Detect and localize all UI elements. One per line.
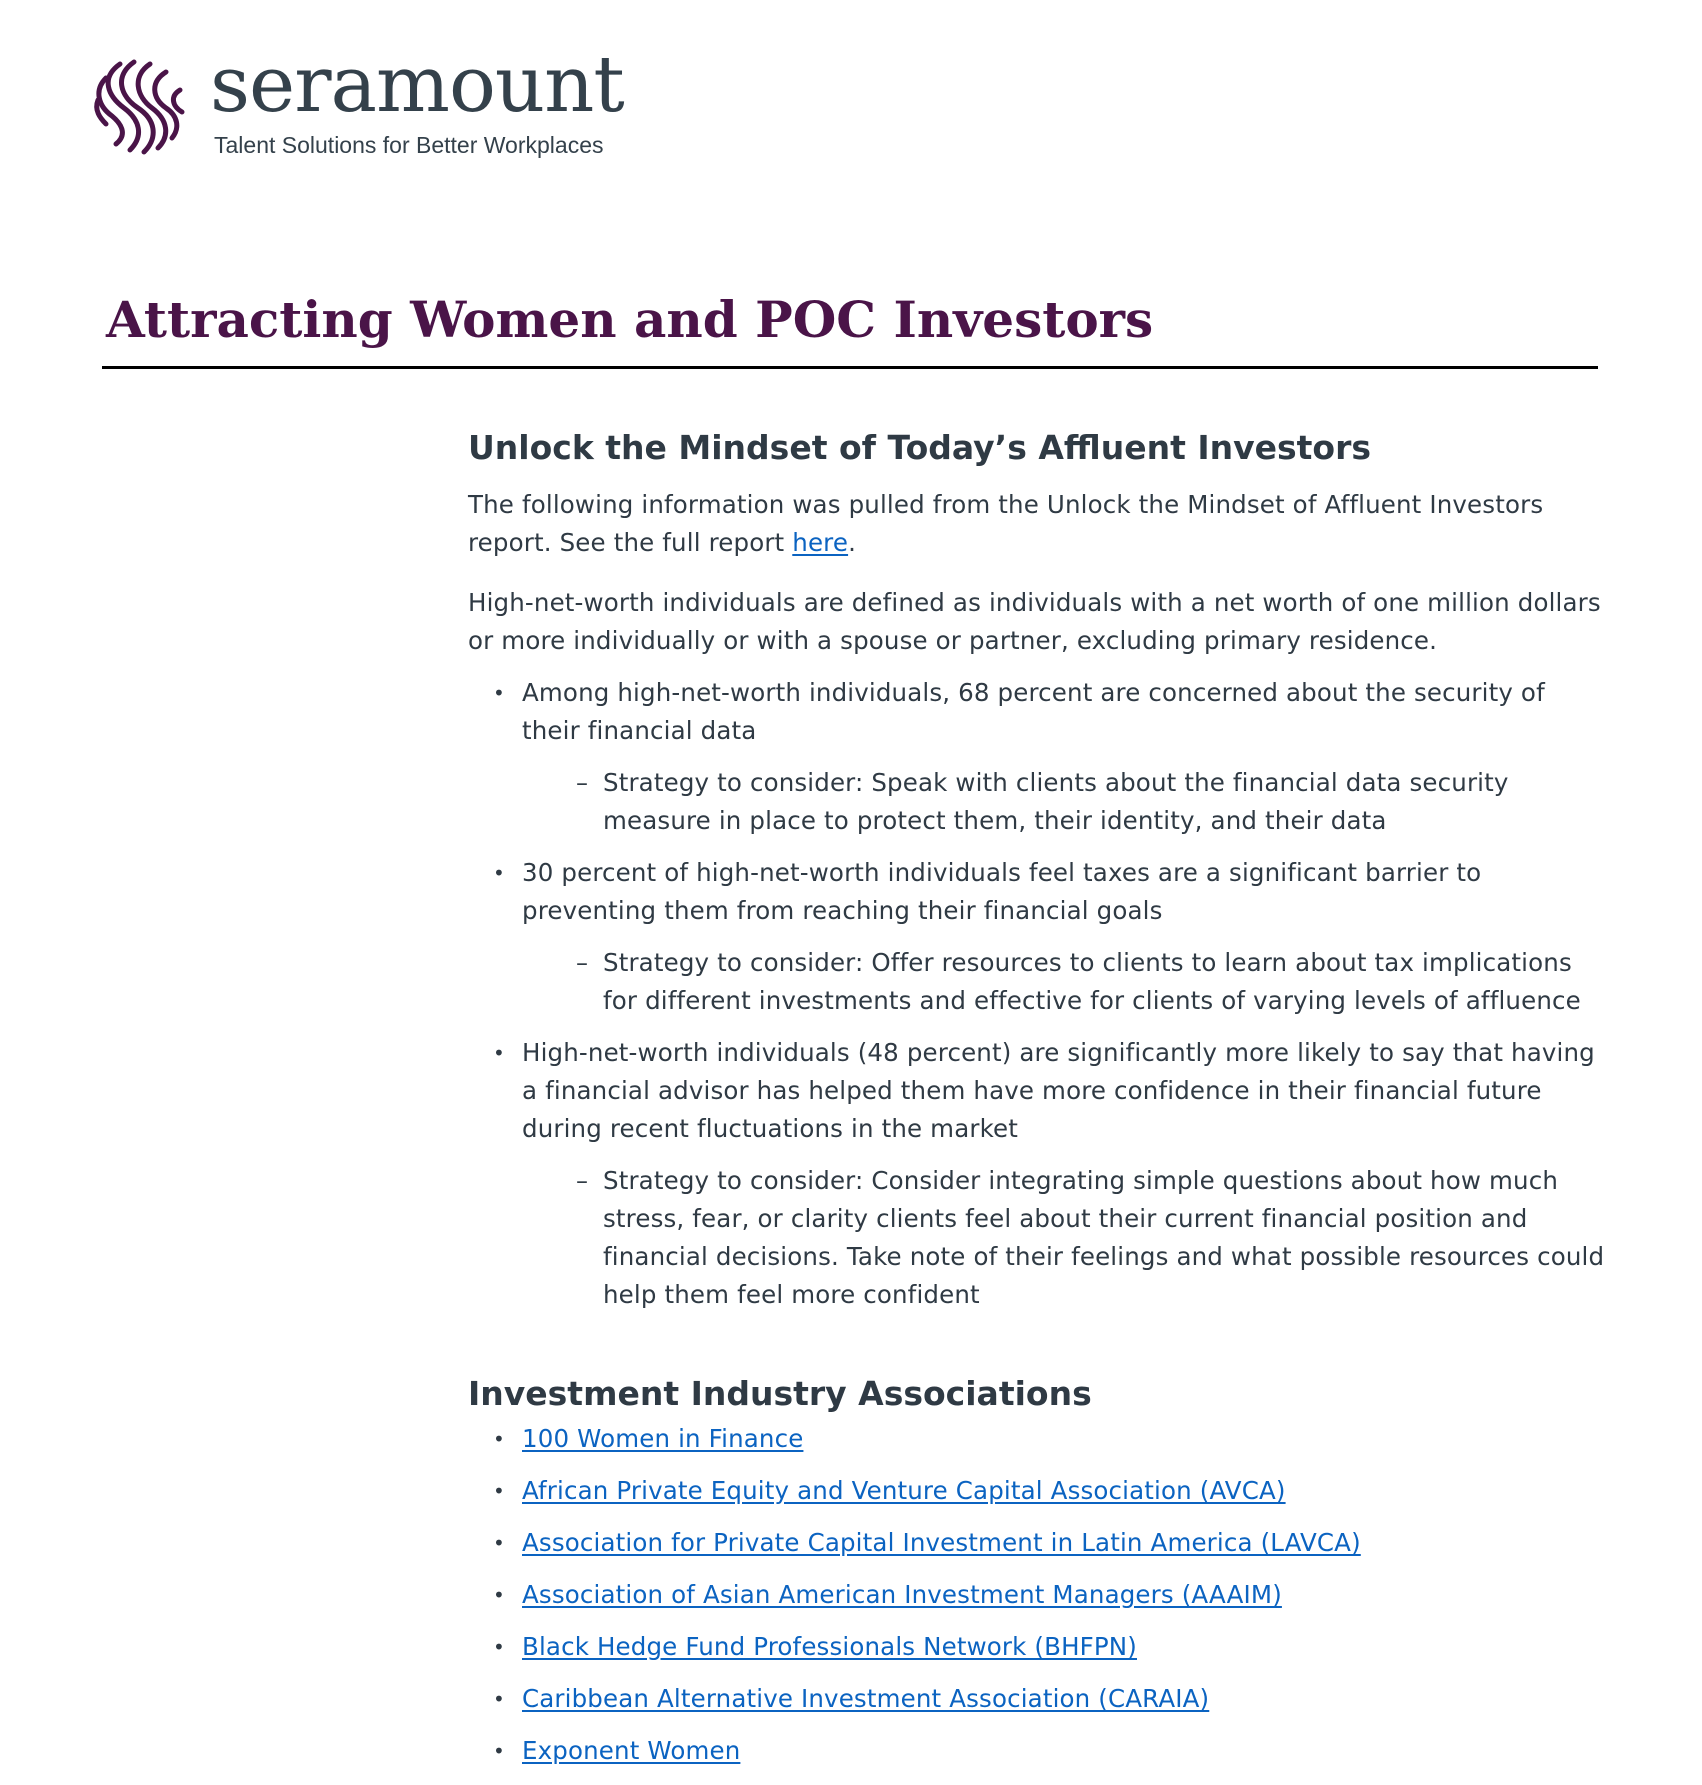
brand-name: seramount <box>210 40 624 130</box>
definition-paragraph: High-net-worth individuals are defined as individuals with a net worth of one million dollars or more individually or with a spouse or partner, excluding primary residence. <box>468 588 1601 655</box>
bullet-icon: • <box>493 1427 505 1451</box>
association-item <box>468 1576 1608 1614</box>
association-item <box>468 1628 1608 1666</box>
bullet-icon: • <box>493 1041 505 1065</box>
main-content <box>468 426 1608 1770</box>
bullet-icon: • <box>493 1635 505 1659</box>
association-item <box>468 1680 1608 1718</box>
bullet-icon: • <box>493 1687 505 1711</box>
bullet-icon: • <box>493 1583 505 1607</box>
dash-icon: – <box>576 769 588 797</box>
strategy-item: – Strategy to consider: Offer resources to clients to learn about tax implications for different investments and effective for clients of varying levels of affluence <box>522 944 1608 1020</box>
bullet-icon: • <box>493 861 505 885</box>
seramount-wave-icon <box>90 56 190 156</box>
dash-icon: – <box>576 1167 588 1195</box>
association-link-avca[interactable]: African Private Equity and Venture Capital Association (AVCA) <box>522 1476 1286 1505</box>
association-link-lavca[interactable]: Association for Private Capital Investment in Latin America (LAVCA) <box>522 1528 1361 1557</box>
findings-list <box>468 674 1608 1314</box>
association-link-100-women-in-finance[interactable]: 100 Women in Finance <box>522 1424 804 1453</box>
associations-list <box>468 1420 1608 1770</box>
association-link-bhfpn[interactable]: Black Hedge Fund Professionals Network (BHFPN) <box>522 1632 1137 1661</box>
brand-tagline: Talent Solutions for Better Workplaces <box>214 132 604 158</box>
bullet-icon: • <box>493 1479 505 1503</box>
bullet-icon: • <box>493 1531 505 1555</box>
bullet-icon: • <box>493 681 505 705</box>
association-link-aaaim[interactable]: Association of Asian American Investment Managers (AAAIM) <box>522 1580 1282 1609</box>
association-link-caraia[interactable]: Caribbean Alternative Investment Association (CARAIA) <box>522 1684 1210 1713</box>
section-heading-affluent-investors: Unlock the Mindset of Today’s Affluent Investors <box>468 428 1372 467</box>
finding-item: • 30 percent of high-net-worth individuals feel taxes are a significant barrier to preventing them from reaching their financial goals – Strategy to consider: Offer resources to clients to learn about tax implications for different investments and effective for clients of varying levels of affluence <box>468 854 1608 1020</box>
bullet-icon: • <box>493 1739 505 1763</box>
association-item <box>468 1472 1608 1510</box>
dash-icon: – <box>576 949 588 977</box>
full-report-link[interactable]: here <box>792 528 849 557</box>
association-item <box>468 1732 1608 1770</box>
finding-item: • High-net-worth individuals (48 percent) are significantly more likely to say that having a financial advisor has helped them have more confidence in their financial future during recent fluctuations in the market – Strategy to consider: Consider integrating simple questions about how much stress, fear, or clarity clients feel about their current financial position and financial decisions. Take note of their feelings and what possible resources could help them feel more confident <box>468 1034 1608 1314</box>
page-title: Attracting Women and POC Investors <box>106 290 1154 349</box>
association-item <box>468 1524 1608 1562</box>
finding-item: • Among high-net-worth individuals, 68 percent are concerned about the security of their financial data – Strategy to consider: Speak with clients about the financial data security measure in place to protect them, their identity, and their data <box>468 674 1608 840</box>
intro-paragraph: The following information was pulled from the Unlock the Mindset of Affluent Investors report. See the full report here. <box>468 490 1544 557</box>
section-heading-associations: Investment Industry Associations <box>468 1374 1092 1413</box>
association-item <box>468 1420 1608 1458</box>
seramount-logo <box>90 40 690 162</box>
strategy-item: – Strategy to consider: Consider integrating simple questions about how much stress, fear, or clarity clients feel about their current financial position and financial decisions. Take note of their feelings and what possible resources could help them feel more confident <box>522 1162 1608 1314</box>
association-link-exponent-women[interactable]: Exponent Women <box>522 1736 741 1765</box>
title-divider <box>102 366 1598 369</box>
strategy-item: – Strategy to consider: Speak with clients about the financial data security measure in place to protect them, their identity, and their data <box>522 764 1608 840</box>
